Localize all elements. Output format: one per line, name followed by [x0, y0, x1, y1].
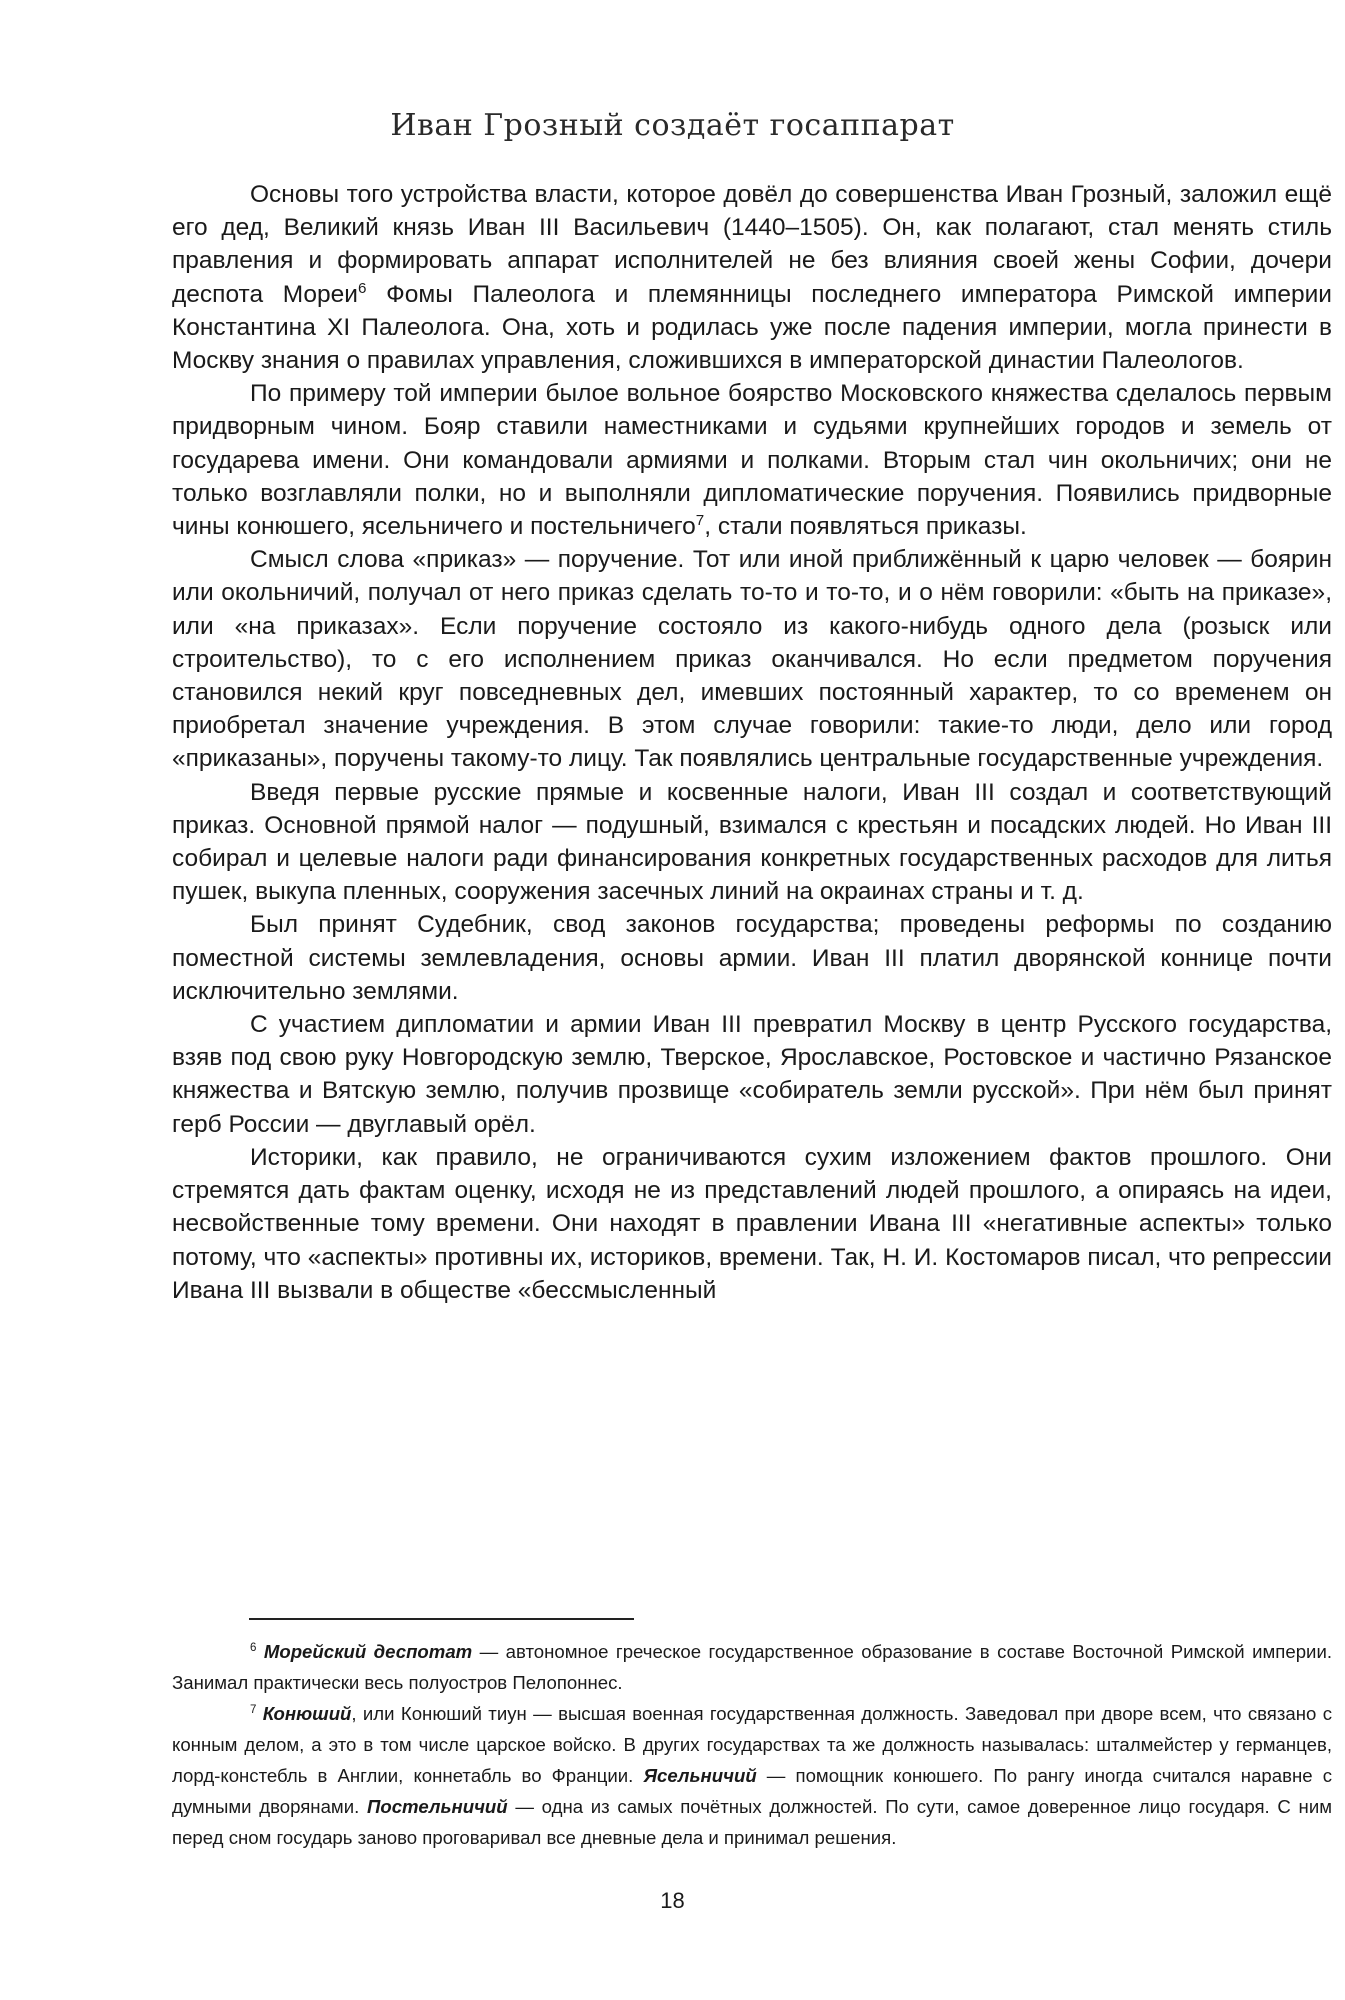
footnote-number: 6	[250, 1641, 257, 1654]
footnote-term: Конюший	[262, 1703, 352, 1724]
paragraph	[172, 377, 1332, 543]
footnote-divider	[249, 1618, 634, 1620]
footnote-text: — помощник конюшего. По рангу иногда считался наравне с думными дворянами.	[172, 1765, 1332, 1817]
footnote-text: , или Конюший тиун — высшая военная государственная должность. Заведовал при дворе всем, что связано с конным делом, а это в том числе царское войско. В других государствах та же должность называлась: шталмейстер у германцев, лорд-констебль в Англии, коннетабль во Франции.	[172, 1703, 1333, 1786]
page-number: 18	[660, 1888, 685, 1913]
paragraph-text: , стали появляться приказы.	[704, 513, 1027, 541]
footnote-6	[172, 1636, 1332, 1698]
footnote-ref-7[interactable]: 7	[695, 511, 705, 529]
paragraph	[172, 178, 1332, 377]
main-text	[172, 178, 1332, 1307]
footnote-ref-6[interactable]: 6	[358, 279, 367, 297]
paragraph: Введя первые русские прямые и косвенные налоги, Иван III создал и соответствующий приказ. Основной прямой налог — подушный, взимался с крестьян и посадских людей. Но Иван III собирал и целевые налоги ради финансирования конкретных государственных расходов для литья пушек, выкупа пленных, сооружения засечных линий на окраинах страны и т. д.	[172, 778, 1332, 906]
chapter-title: Иван Грозный создаёт госаппарат	[390, 108, 955, 143]
footnote-7	[172, 1698, 1332, 1853]
paragraph-text: По примеру той империи былое вольное боярство Московского княжества сделалось первым придворным чином. Бояр ставили наместниками и судьями крупнейших городов и земель от государева имени. Они командовали армиями и полками. Вторым стал чин окольничих; они не только возглавляли полки, но и выполняли дипломатические поручения. Появились придворные чины конюшего, ясельничего и постельничего	[172, 380, 1332, 541]
paragraph: Историки, как правило, не ограничиваются сухим изложением фактов прошлого. Они стремятся дать фактам оценку, исходя не из представлений людей прошлого, а опираясь на идеи, несвойственные тому времени. Они находят в правлении Ивана III «негативные аспекты» только потому, что «аспекты» противны их, историков, времени. Так, Н. И. Костомаров писал, что репрессии Ивана III вызвали в обществе «бессмысленный	[172, 1143, 1332, 1304]
paragraph: С участием дипломатии и армии Иван III превратил Москву в центр Русского государства, взяв под свою руку Новгородскую землю, Тверское, Ярославское, Ростовское и частично Рязанское княжества и Вятскую землю, получив прозвище «собиратель земли русской». При нём был принят герб России — двуглавый орёл.	[172, 1011, 1332, 1138]
paragraph-text: Основы того устройства власти, которое довёл до совершенства Иван Грозный, заложил ещё его дед, Великий князь Иван III Васильевич (1440–1505). Он, как полагают, стал менять стиль правления и формировать аппарат исполнителей не без влияния своей жены Софии, дочери деспота Мореи	[172, 181, 1332, 308]
footnote-term: Ясельничий	[643, 1765, 757, 1786]
paragraph: Смысл слова «приказ» — поручение. Тот или иной приближённый к царю человек — боярин или окольничий, получал от него приказ сделать то-то и то-то, и о нём говорили: «быть на приказе», или «на приказах». Если поручение состояло из какого-нибудь одного дела (розыск или строительство), то с его исполнением приказ оканчивался. Но если предметом поручения становился некий круг повседневных дел, имевших постоянный характер, то со временем он приобретал значение учреждения. В этом случае говорили: такие-то люди, дело или город «приказаны», поручены такому-то лицу. Так появлялись центральные государственные учреждения.	[172, 546, 1332, 773]
footnote-term: Постельничий	[366, 1796, 508, 1817]
footnote-text: — одна из самых почётных должностей. По сути, самое доверенное лицо государя. С ним перед сном государь заново проговаривал все дневные дела и принимал решения.	[172, 1796, 1332, 1848]
footnotes	[172, 1636, 1332, 1853]
paragraph: Был принят Судебник, свод законов государства; проведены реформы по созданию поместной системы землевладения, основы армии. Иван III платил дворянской коннице почти исключительно землями.	[172, 911, 1332, 1005]
paragraph-text: Фомы Палеолога и племянницы последнего императора Римской империи Константина XI Палеолога. Она, хоть и родилась уже после падения империи, могла принести в Москву знания о правилах управления, сложившихся в императорской династии Палеологов.	[172, 280, 1332, 375]
footnote-term: Морейский деспотат	[263, 1641, 473, 1662]
footnote-text: — автономное греческое государственное образование в составе Восточной Римской империи. Занимал практически весь полуостров Пелопоннес.	[172, 1641, 1332, 1693]
footnote-number: 7	[250, 1703, 257, 1716]
